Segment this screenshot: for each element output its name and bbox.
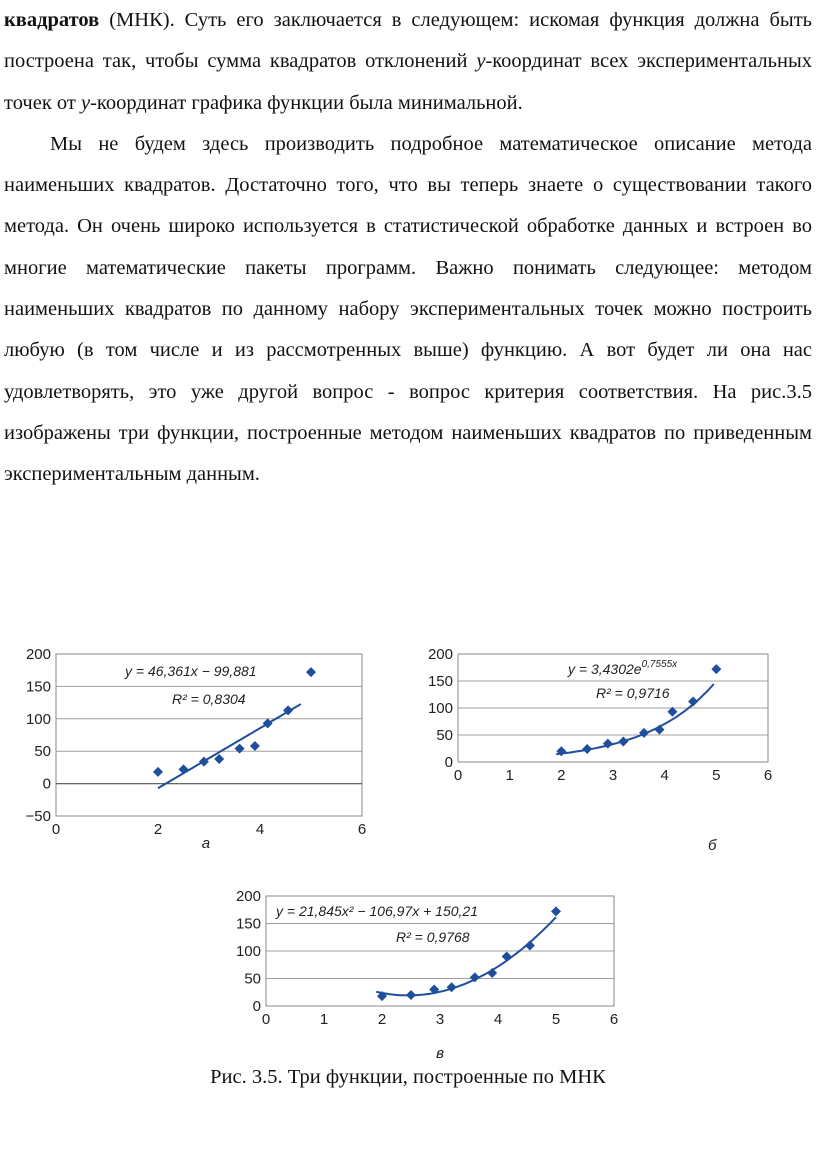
y-tick-label: 200 <box>427 646 453 663</box>
y-tick-label: 200 <box>25 646 51 663</box>
y-tick-label: 150 <box>235 915 261 933</box>
x-tick-label: 0 <box>261 1011 271 1028</box>
data-point <box>551 906 561 916</box>
y-tick-label: 50 <box>436 727 453 744</box>
x-tick-label: 5 <box>712 767 721 784</box>
subfigure-label: б <box>707 837 717 854</box>
chart-b <box>418 640 788 855</box>
data-point <box>711 664 721 674</box>
chart-a <box>20 640 380 855</box>
p1-y2: y <box>80 91 91 114</box>
x-tick-label: 3 <box>608 767 618 784</box>
r2-label: R² = 0,9768 <box>396 929 470 945</box>
y-tick-label: 0 <box>42 775 51 793</box>
x-tick-label: 6 <box>357 821 367 838</box>
body-text <box>4 0 812 496</box>
chart-svg-b <box>418 640 788 855</box>
x-tick-label: 4 <box>493 1011 503 1028</box>
x-tick-label: 4 <box>255 821 265 838</box>
trend-line <box>158 704 301 788</box>
chart-svg-c <box>226 884 626 1064</box>
r2-label: R² = 0,9716 <box>596 685 670 701</box>
x-tick-label: 2 <box>557 767 566 784</box>
y-tick-label: 0 <box>252 998 261 1015</box>
data-point <box>214 754 224 764</box>
equation-exponent: 0,7555x <box>641 659 678 670</box>
x-tick-label: 5 <box>551 1011 561 1028</box>
x-tick-label: 0 <box>453 767 463 784</box>
x-tick-label: 3 <box>435 1011 445 1028</box>
figure-caption: Рис. 3.5. Три функции, построенные по МНК <box>210 1066 606 1088</box>
paragraph-2: Мы не будем здесь производить подробное математическое описание метода наименьших квадратов. Достаточно того, что вы теперь знаете о существовании такого метода. Он очень широко используется в статистической обработке данных и встроен во многие математические пакеты программ. Важно понимать следующее: методом наименьших квадратов по данному набору экспериментальных точек можно построить любую (в том числе и из рассмотренных выше) функцию. А вот будет ли она нас удовлетворять, это уже другой вопрос - вопрос критерия соответствия. На рис.3.5 изображены три функции, построенные методом наименьших квадратов по приведенным экспериментальным данным. <box>4 132 812 486</box>
data-point <box>306 667 316 677</box>
data-point <box>179 764 189 774</box>
data-point <box>235 744 245 754</box>
x-tick-label: 0 <box>51 821 61 838</box>
data-point <box>502 952 512 962</box>
chart-c <box>226 884 626 1064</box>
x-tick-label: 1 <box>505 767 514 784</box>
y-tick-label: 200 <box>235 888 261 905</box>
equation-label: y = 46,361x − 99,881 <box>125 663 257 679</box>
data-point <box>655 725 665 735</box>
data-point <box>618 736 628 746</box>
data-point <box>250 741 260 751</box>
equation-label: y = 21,845x² − 106,97x + 150,21 <box>276 903 478 919</box>
x-tick-label: 6 <box>609 1011 619 1028</box>
y-tick-label: 100 <box>235 943 261 960</box>
paragraph-1 <box>4 0 812 124</box>
y-tick-label: −50 <box>25 808 51 825</box>
data-point <box>688 697 698 707</box>
y-tick-label: 50 <box>244 970 261 988</box>
x-tick-label: 6 <box>763 767 773 784</box>
subfigure-label: в <box>436 1045 444 1062</box>
chart-svg-a <box>20 640 380 855</box>
data-point <box>447 982 457 992</box>
r2-label: R² = 0,8304 <box>172 691 246 707</box>
p1-mid: -координат всех экспериментальных точек от <box>4 50 812 114</box>
x-tick-label: 4 <box>660 767 669 784</box>
bold-term: квадратов <box>4 9 100 31</box>
x-tick-label: 1 <box>319 1011 329 1028</box>
y-tick-label: 150 <box>25 678 51 696</box>
y-tick-label: 150 <box>427 673 453 690</box>
subfigure-label: а <box>201 835 211 852</box>
y-tick-label: 0 <box>444 754 453 771</box>
data-point <box>582 744 592 754</box>
data-point <box>153 767 163 777</box>
equation-label: $y = 3,4302e^{0,7555x}$ <box>568 659 678 677</box>
y-tick-label: 50 <box>34 743 51 761</box>
data-point <box>406 990 416 1000</box>
y-tick-label: 100 <box>25 710 51 728</box>
data-point <box>525 941 535 951</box>
x-tick-label: 2 <box>153 821 163 838</box>
y-tick-label: 100 <box>427 700 453 717</box>
p1-text: (МНК). Суть его заключается в следующем: искомая функция должна быть построена так, чтобы сумма квадратов отклонений <box>4 9 812 73</box>
p1-end: -координат графика функции была минимальной. <box>90 91 523 114</box>
p1-y1: y <box>476 50 486 73</box>
data-point <box>487 968 497 978</box>
x-tick-label: 2 <box>377 1011 387 1028</box>
